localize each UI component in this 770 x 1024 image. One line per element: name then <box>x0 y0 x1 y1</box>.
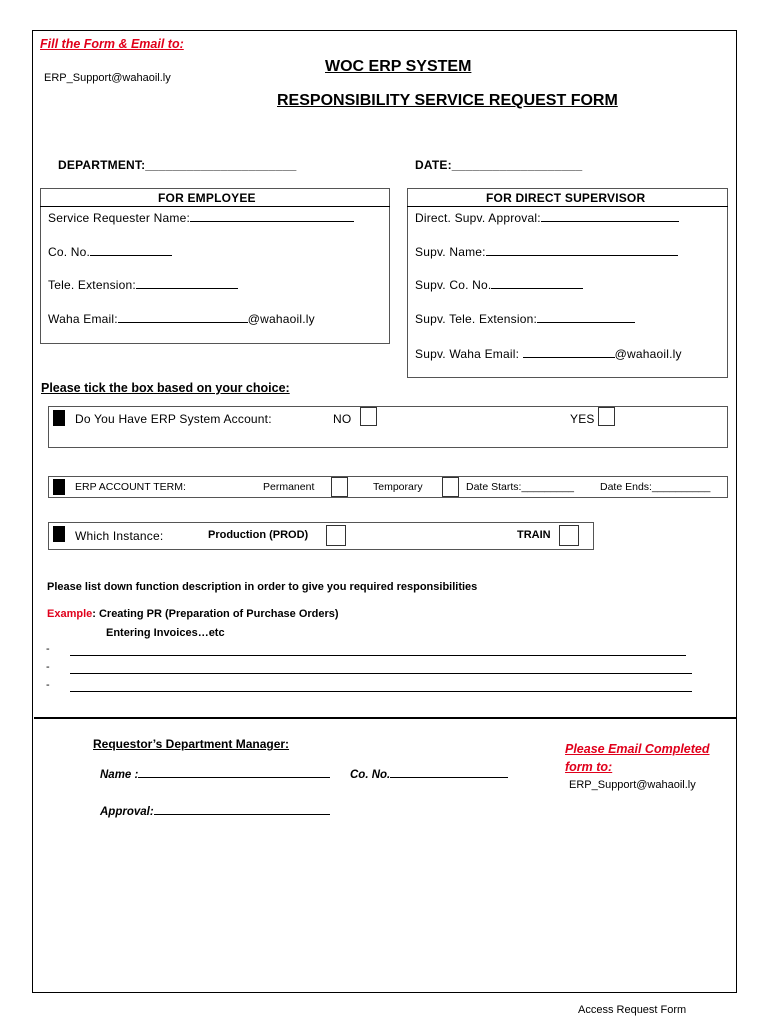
supv-email-field[interactable] <box>415 346 682 361</box>
department-field[interactable]: DEPARTMENT:______________________ <box>58 158 297 172</box>
date-field[interactable]: DATE:___________________ <box>415 158 583 172</box>
function-line-2[interactable] <box>70 673 692 674</box>
function-bullet-1: - <box>46 643 50 655</box>
employee-heading: FOR EMPLOYEE <box>158 191 256 205</box>
temporary-checkbox[interactable] <box>442 477 459 497</box>
employee-tele-field[interactable] <box>48 277 238 292</box>
train-checkbox[interactable] <box>559 525 579 546</box>
manager-approval-label: Approval: <box>100 806 154 818</box>
permanent-checkbox[interactable] <box>331 477 348 497</box>
email-completed-note: Please Email Completed form to: <box>565 742 710 774</box>
example-line-1 <box>47 608 339 620</box>
employee-email-label: Waha Email: <box>48 312 118 326</box>
example-line-2: Entering Invoices…etc <box>106 627 225 639</box>
manager-approval-field[interactable] <box>100 803 330 818</box>
supv-email-domain: @wahaoil.ly <box>614 347 682 361</box>
supv-tele-field[interactable] <box>415 311 635 326</box>
date-ends-field[interactable]: Date Ends:__________ <box>600 481 711 493</box>
account-bullet-marker <box>53 410 65 426</box>
support-email-top: ERP_Support@wahaoil.ly <box>44 72 171 84</box>
function-instruction: Please list down function description in order to give you required responsibilities <box>47 581 478 593</box>
production-label: Production (PROD) <box>208 529 309 541</box>
supervisor-heading: FOR DIRECT SUPERVISOR <box>486 191 646 205</box>
supv-name-label: Supv. Name: <box>415 245 486 259</box>
term-label: ERP ACCOUNT TERM: <box>75 481 186 493</box>
term-bullet-marker <box>53 479 65 495</box>
function-bullet-2: - <box>46 661 50 673</box>
requester-name-label: Service Requester Name: <box>48 211 190 225</box>
page-border <box>32 30 737 993</box>
supv-co-no-label: Supv. Co. No. <box>415 278 492 292</box>
requester-name-field[interactable] <box>48 210 354 225</box>
employee-email-domain: @wahaoil.ly <box>247 312 315 326</box>
page-subtitle: RESPONSIBILITY SERVICE REQUEST FORM <box>277 92 618 109</box>
instance-bullet-marker <box>53 526 65 542</box>
manager-co-no-field[interactable] <box>350 766 508 781</box>
example-text-1: : Creating PR (Preparation of Purchase Orders) <box>92 608 339 620</box>
employee-email-field[interactable] <box>48 311 315 326</box>
account-no-label: NO <box>333 412 352 426</box>
instance-label: Which Instance: <box>75 529 164 543</box>
support-email-bottom: ERP_Support@wahaoil.ly <box>569 779 696 791</box>
page-title: WOC ERP SYSTEM <box>325 58 472 75</box>
supv-approval-field[interactable] <box>415 210 679 225</box>
employee-tele-label: Tele. Extension: <box>48 278 136 292</box>
function-bullet-3: - <box>46 679 50 691</box>
manager-co-no-label: Co. No. <box>350 769 391 781</box>
train-label: TRAIN <box>517 529 551 541</box>
page-footer: Access Request Form <box>578 1004 687 1016</box>
example-label: Example <box>47 608 93 620</box>
temporary-label: Temporary <box>373 481 423 493</box>
manager-name-field[interactable] <box>100 766 330 781</box>
supv-name-field[interactable] <box>415 244 678 259</box>
function-line-3[interactable] <box>70 691 692 692</box>
function-line-1[interactable] <box>70 655 686 656</box>
production-checkbox[interactable] <box>326 525 346 546</box>
supv-tele-label: Supv. Tele. Extension: <box>415 312 538 326</box>
permanent-label: Permanent <box>263 481 315 493</box>
account-yes-label: YES <box>570 412 595 426</box>
employee-heading-rule <box>40 206 390 207</box>
choice-heading: Please tick the box based on your choice: <box>41 381 290 395</box>
fill-note: Fill the Form & Email to: <box>40 37 184 51</box>
employee-co-no-field[interactable] <box>48 244 172 259</box>
date-starts-field[interactable]: Date Starts:_________ <box>466 481 574 493</box>
manager-name-label: Name : <box>100 769 139 781</box>
account-no-checkbox[interactable] <box>360 407 377 426</box>
supv-approval-label: Direct. Supv. Approval: <box>415 211 541 225</box>
employee-co-no-label: Co. No. <box>48 245 91 259</box>
section-separator <box>34 717 737 719</box>
manager-heading: Requestor’s Department Manager: <box>93 737 290 751</box>
account-yes-checkbox[interactable] <box>598 407 615 426</box>
supv-email-label: Supv. Waha Email: <box>415 347 520 361</box>
account-question-label: Do You Have ERP System Account: <box>75 412 272 426</box>
supervisor-heading-rule <box>407 206 728 207</box>
supv-co-no-field[interactable] <box>415 277 583 292</box>
